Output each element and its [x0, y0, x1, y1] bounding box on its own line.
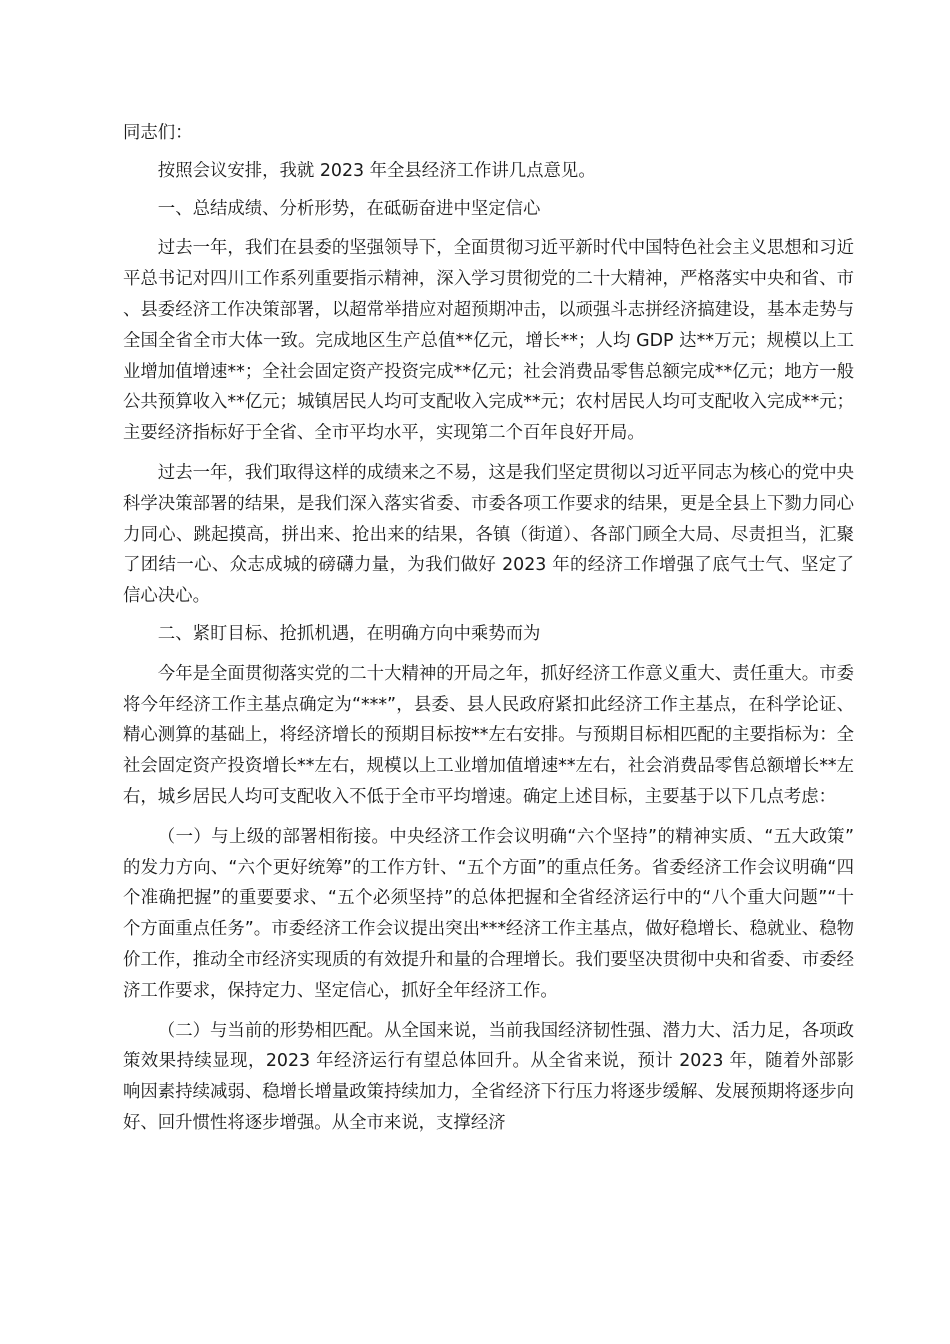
intro-paragraph: 按照会议安排，我就 2023 年全县经济工作讲几点意见。 — [157, 160, 596, 181]
document-body — [123, 118, 854, 1139]
body-paragraph: 过去一年，我们取得这样的成绩来之不易，这是我们坚定贯彻以习近平同志为核心的党中央科学决策部署的结果，是我们深入落实省委、市委各项工作要求的结果，更是全县上下勠力同心力同心、跳起摸高，拼出来、抢出来的结果，各镇（街道）、各部门顾全大局、尽责担当，汇聚了团结一心、众志成城的磅礴力量，为我们做好 2023 年的经济工作增强了底气士气、坚定了信心决心。 — [123, 462, 854, 607]
body-paragraph: （二）与当前的形势相匹配。从全国来说，当前我国经济韧性强、潜力大、活力足，各项政策效果持续显现，2023 年经济运行有望总体回升。从全省来说，预计 2023 年，随着外部影响因素持续减弱、稳增长增量政策持续加力，全省经济下行压力将逐步缓解、发展预期将逐步向好、回升惯性将逐步增强。从全市来说，支撑经济 — [123, 1020, 854, 1133]
body-paragraph: 过去一年，我们在县委的坚强领导下，全面贯彻习近平新时代中国特色社会主义思想和习近平总书记对四川工作系列重要指示精神，深入学习贯彻党的二十大精神，严格落实中央和省、市、县委经济工作决策部署，以超常举措应对超预期冲击，以顽强斗志拼经济搞建设，基本走势与全国全省全市大体一致。完成地区生产总值**亿元，增长**；人均 GDP 达**万元；规模以上工业增加值增速**；全社会固定资产投资完成**亿元；社会消费品零售总额完成**亿元；地方一般公共预算收入**亿元；城镇居民人均可支配收入完成**元；农村居民人均可支配收入完成**元；主要经济指标好于全省、全市平均水平，实现第二个百年良好开局。 — [123, 238, 854, 444]
body-paragraph: 今年是全面贯彻落实党的二十大精神的开局之年，抓好经济工作意义重大、责任重大。市委将今年经济工作主基点确定为“***”，县委、县人民政府紧扣此经济工作主基点，在科学论证、精心测算的基础上，将经济增长的预期目标按**左右安排。与预期目标相匹配的主要指标为：全社会固定资产投资增长**左右，规模以上工业增加值增速**左右，社会消费品零售总额增长**左右，城乡居民人均可支配收入不低于全市平均增速。确定上述目标，主要基于以下几点考虑： — [123, 663, 854, 807]
section-heading-2: 二、紧盯目标、抢抓机遇，在明确方向中乘势而为 — [157, 623, 541, 644]
body-paragraph: （一）与上级的部署相衔接。中央经济工作会议明确“六个坚持”的精神实质、“五大政策”的发力方向、“六个更好统筹”的工作方针、“五个方面”的重点任务。省委经济工作会议明确“四个准确把握”的重要要求、“五个必须坚持”的总体把握和全省经济运行中的“八个重大问题”“十个方面重点任务”。市委经济工作会议提出突出***经济工作主基点，做好稳增长、稳就业、稳物价工作，推动全市经济实现质的有效提升和量的合理增长。我们要坚决贯彻中央和省委、市委经济工作要求，保持定力、坚定信心，抓好全年经济工作。 — [123, 826, 854, 1001]
section-heading-1: 一、总结成绩、分析形势，在砥砺奋进中坚定信心 — [157, 198, 541, 219]
salutation: 同志们： — [123, 123, 193, 143]
